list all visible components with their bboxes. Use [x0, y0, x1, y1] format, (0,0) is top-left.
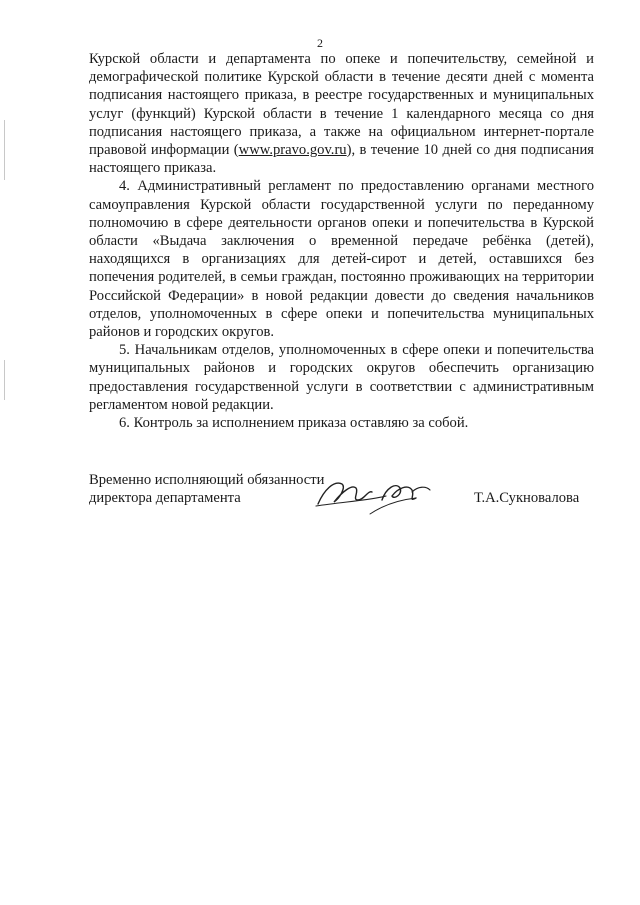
handwritten-signature — [312, 470, 442, 518]
paragraph-item-4: 4. Административный регламент по предоставлению органами местного самоуправления Курской области государственной услуги по переданному полномочию в сфере деятельности органов опеки и попечительства в Курской области «Выдача заключения о временной передаче ребёнка (детей), находящихся в организациях для детей-сирот и детей, оставшихся без попечения родителей, в семьи граждан, постоянно проживающих на территории Российской Федерации» в новой редакции довести до сведения начальников отделов, уполномоченных в сфере опеки и попечительства муниципальных районов и городских округов. — [89, 178, 594, 341]
paragraph-continuation — [89, 50, 594, 177]
signatory-position — [89, 471, 324, 507]
paragraph-text: Курской области и департамента по опеке и попечительству, семейной и демографической политике Курской области в течение десяти дней с момента подписания настоящего приказа, в реестре государственных и муниципальных услуг (функций) Курской области в течение 1 календарного месяца со дня подписания настоящего приказа, а также на официальном интернет-портале правовой информации ( — [89, 51, 594, 159]
position-line: директора департамента — [89, 490, 241, 507]
paragraph-text: ), в течение 10 дней со дня подписания настоящего приказа. — [89, 142, 594, 177]
document-body — [89, 50, 594, 432]
scan-edge-mark — [4, 120, 5, 180]
scan-edge-mark — [4, 360, 5, 400]
paragraph-item-5: 5. Начальникам отделов, уполномоченных в сфере опеки и попечительства муниципальных районов и городских округов обеспечить организацию предоставления государственной услуги в соответствии с административным регламентом новой редакции. — [89, 342, 594, 413]
pravo-link[interactable]: www.pravo.gov.ru — [238, 142, 347, 159]
position-line: Временно исполняющий обязанности — [89, 472, 325, 488]
page-number: 2 — [317, 36, 323, 50]
paragraph-item-6: 6. Контроль за исполнением приказа оставляю за собой. — [119, 415, 469, 432]
signatory-name: Т.А.Сукновалова — [474, 490, 580, 506]
